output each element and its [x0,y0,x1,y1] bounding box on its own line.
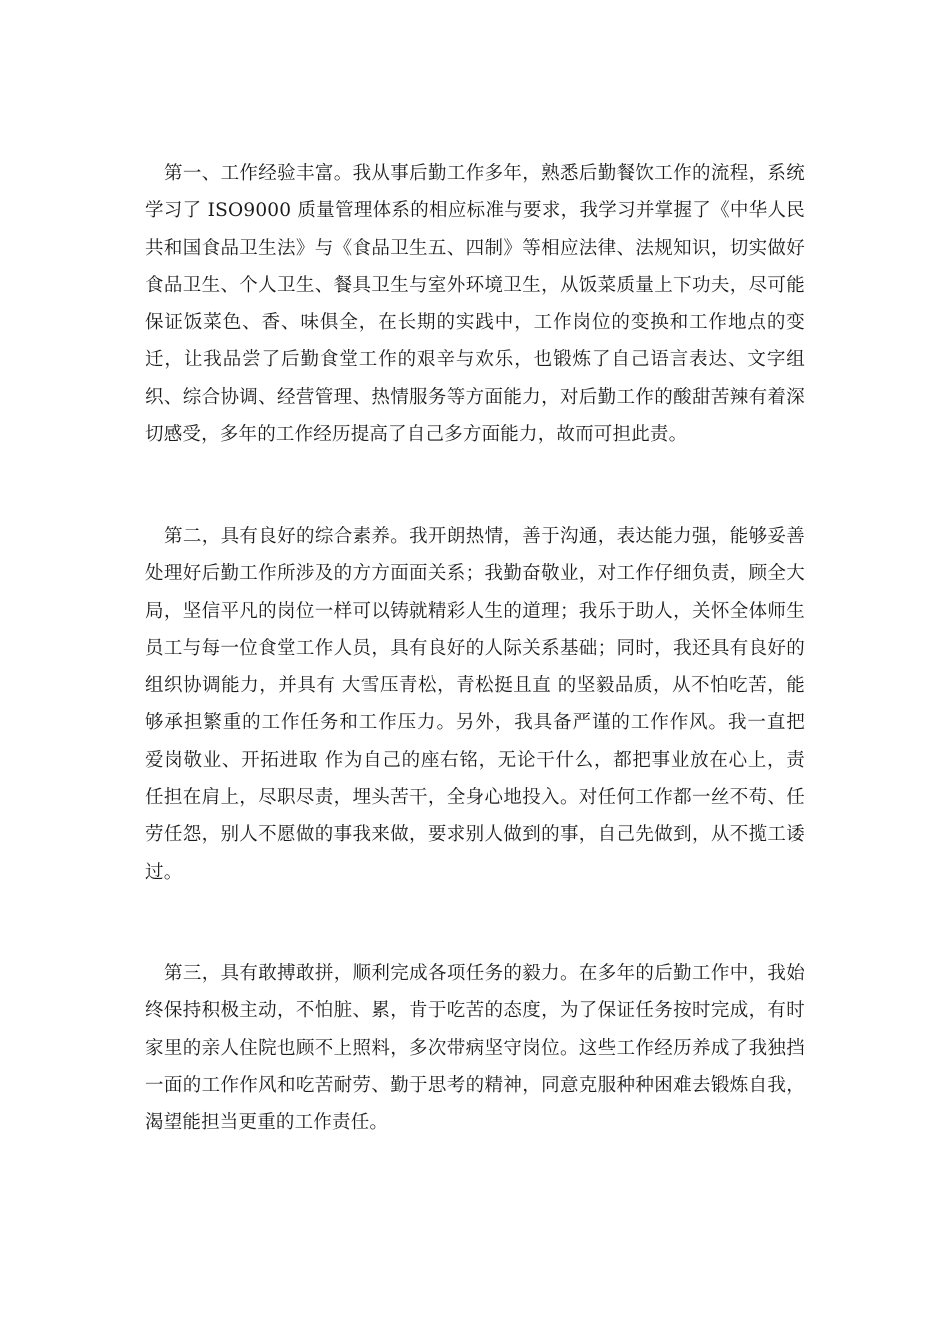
paragraph-perseverance: 第三，具有敢搏敢拼，顺利完成各项任务的毅力。在多年的后勤工作中，我始终保持积极主动，不怕脏、累，肯于吃苦的态度，为了保证任务按时完成，有时家里的亲人住院也顾不上照料，多次带病坚守岗位。这些工作经历养成了我独挡一面的工作作风和吃苦耐劳、勤于思考的精神，同意克服种种困难去锻炼自我，渴望能担当更重的工作责任。 [145,963,805,1134]
paragraph-comprehensive-quality: 第二，具有良好的综合素养。我开朗热情，善于沟通，表达能力强，能够妥善处理好后勤工作所涉及的方方面面关系；我勤奋敬业，对工作仔细负责，顾全大局，坚信平凡的岗位一样可以铸就精彩人生的道理；我乐于助人，关怀全体师生员工与每一位食堂工作人员，具有良好的人际关系基础；同时，我还具有良好的组织协调能力，并具有 大雪压青松，青松挺且直 的坚毅品质，从不怕吃苦，能够承担繁重的工作任务和工作压力。另外，我具备严谨的工作作风。我一直把 爱岗敬业、开拓进取 作为自己的座右铭，无论干什么，都把事业放在心上，责任担在肩上，尽职尽责，埋头苦干，全身心地投入。对任何工作都一丝不苟、任劳任怨，别人不愿做的事我来做，要求别人做到的事，自己先做到，从不揽工诿过。 [145,526,805,883]
paragraph-work-experience: 第一、工作经验丰富。我从事后勤工作多年，熟悉后勤餐饮工作的流程，系统学习了 ISO9000 质量管理体系的相应标准与要求，我学习并掌握了《中华人民共和国食品卫生法》与《食品卫生五、四制》等相应法律、法规知识，切实做好食品卫生、个人卫生、餐具卫生与室外环境卫生，从饭菜质量上下功夫，尽可能保证饭菜色、香、味俱全，在长期的实践中，工作岗位的变换和工作地点的变迁，让我品尝了后勤食堂工作的艰辛与欢乐，也锻炼了自己语言表达、文字组织、综合协调、经营管理、热情服务等方面能力，对后勤工作的酸甜苦辣有着深切感受，多年的工作经历提高了自己多方面能力，故而可担此责。 [145,163,805,446]
